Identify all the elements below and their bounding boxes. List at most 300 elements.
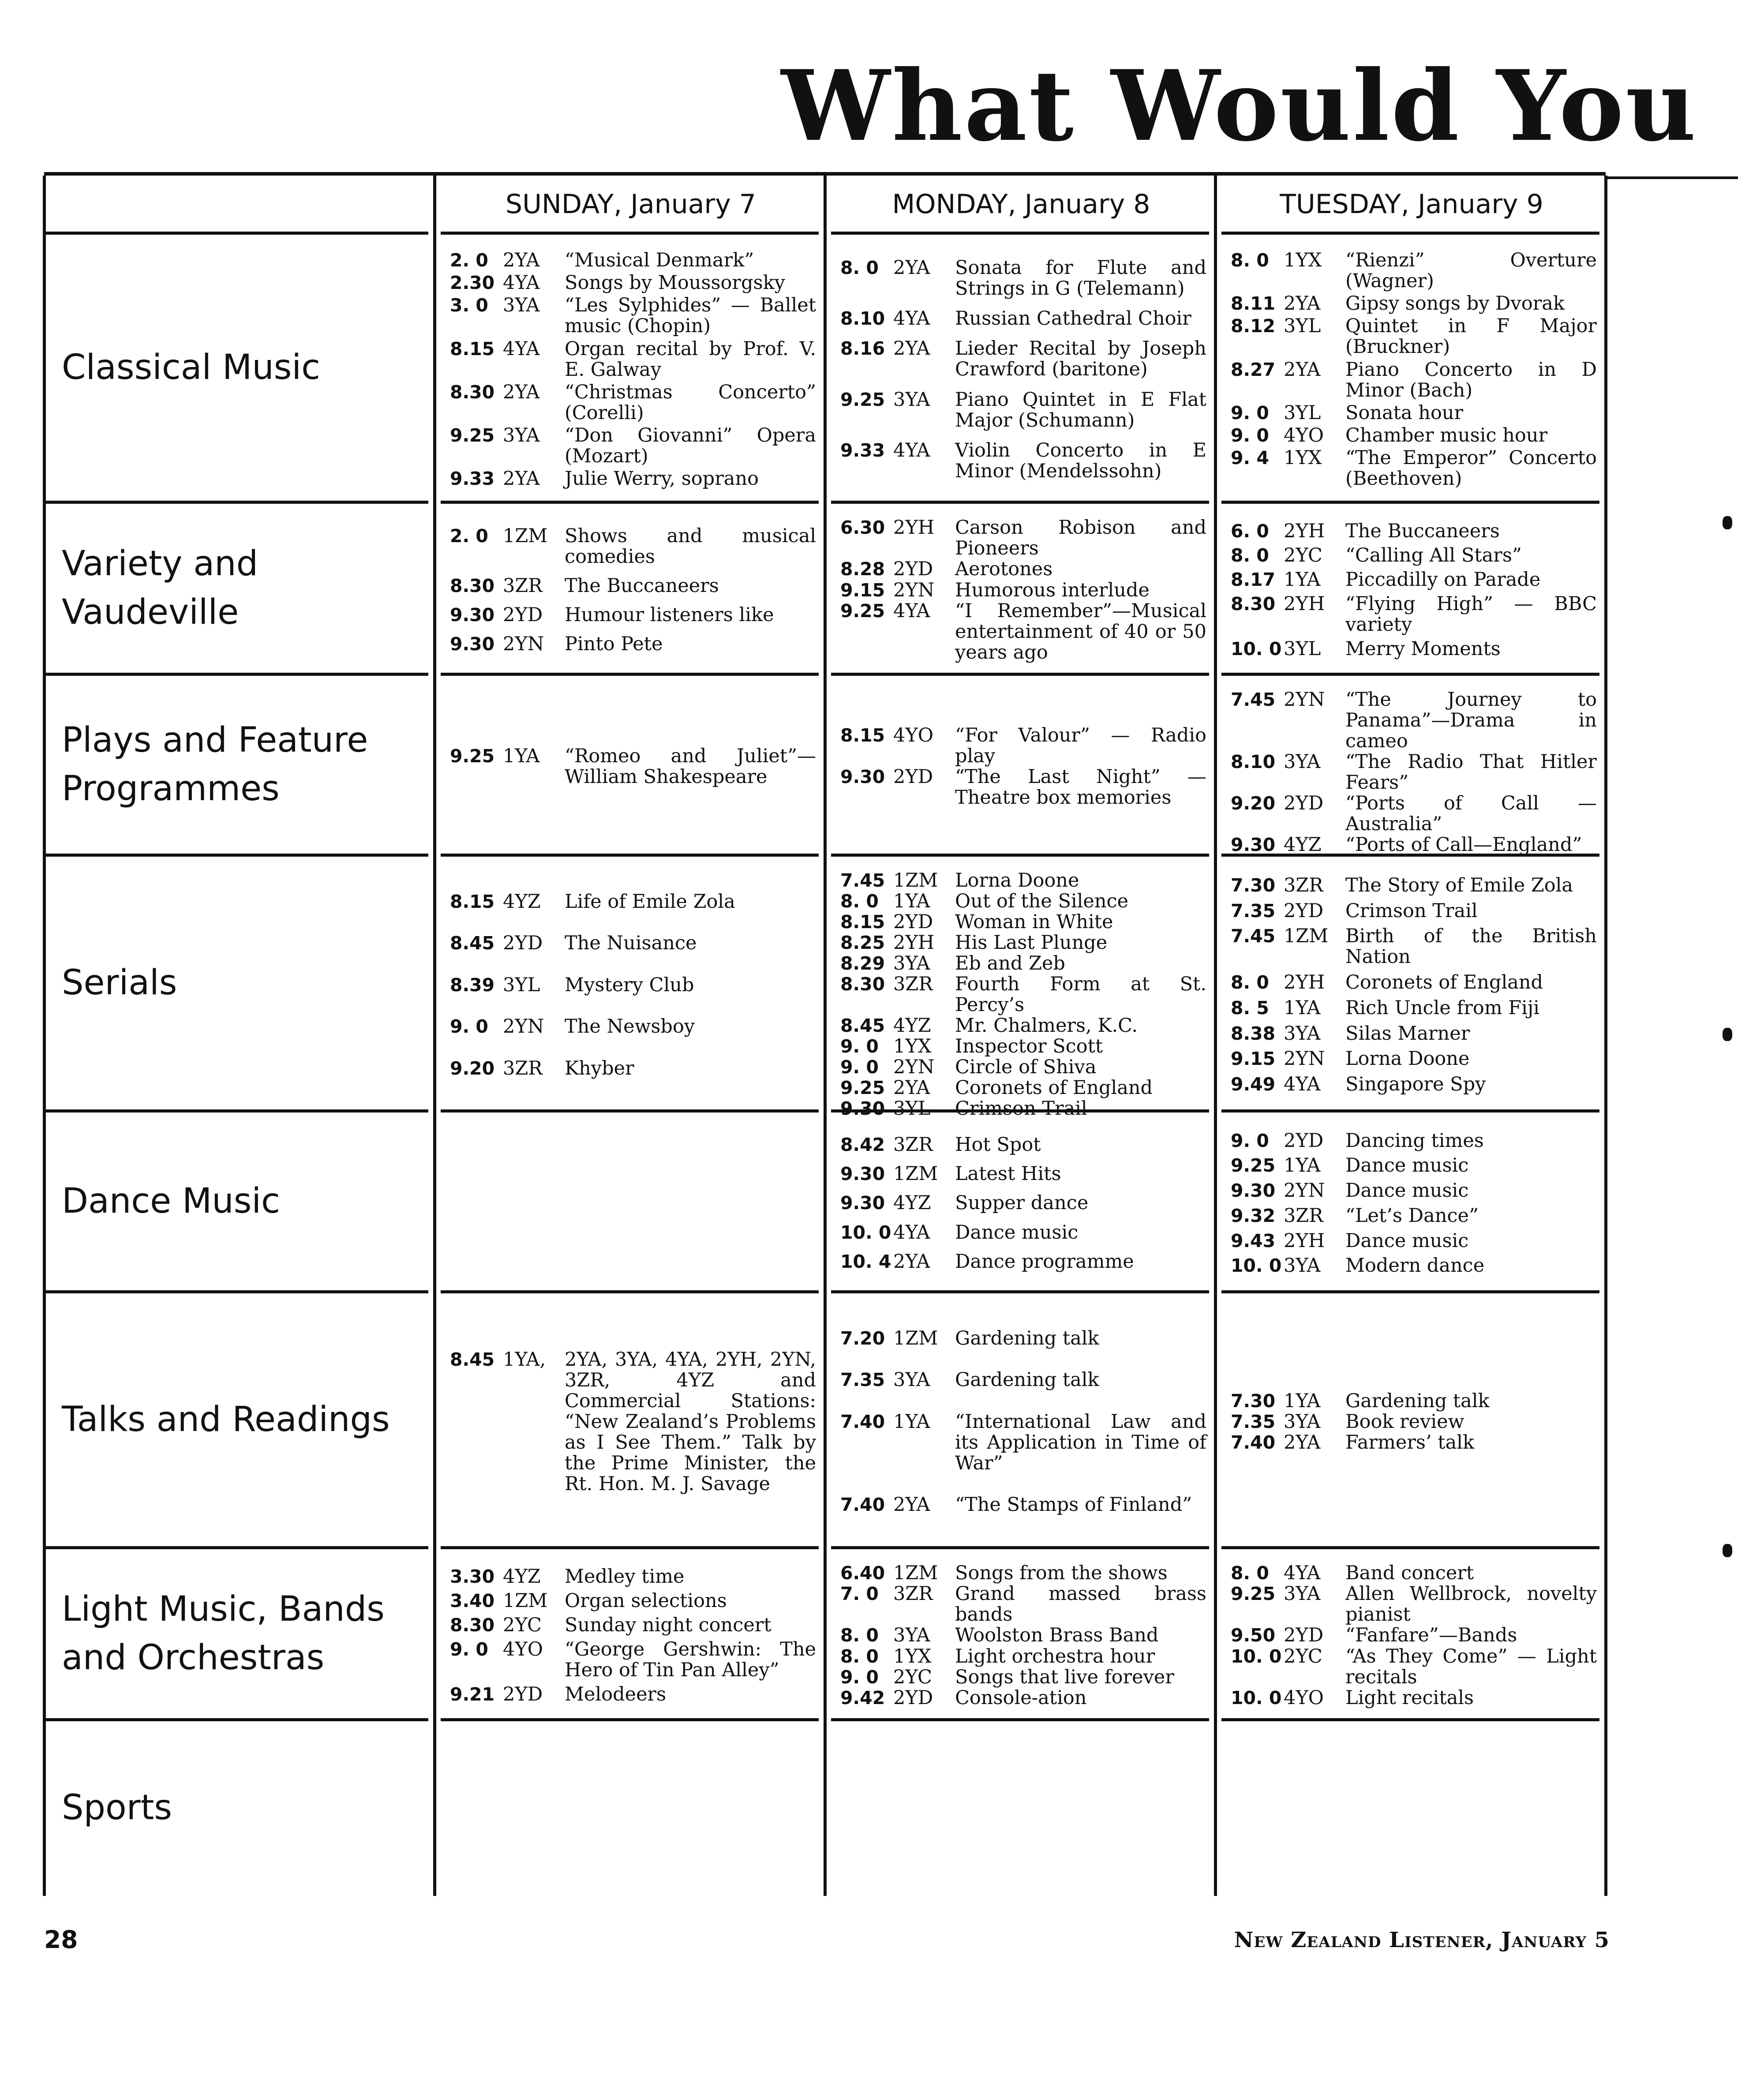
program-title: “Fanfare”—Bands: [1345, 1624, 1517, 1647]
program-entry: [840, 1688, 1206, 1708]
program-title: Songs from the shows: [955, 1562, 1168, 1585]
program-entry: [840, 1412, 1206, 1474]
program-entry: [1231, 1646, 1597, 1688]
program-entry: [840, 1563, 1206, 1584]
program-title: Humour listeners like: [565, 604, 774, 626]
schedule-cell: [450, 1735, 816, 1885]
program-time: 9.50: [1231, 1625, 1276, 1646]
program-entry: [1231, 972, 1597, 993]
program-time: 2. 0: [450, 525, 488, 547]
row-rule: [831, 1290, 1209, 1293]
station-call-sign: 2YH: [893, 517, 935, 539]
station-call-sign: 1YA,: [503, 1348, 546, 1371]
program-time: 9. 0: [1231, 424, 1269, 446]
program-title: “Christmas Concerto” (Corelli): [565, 381, 816, 424]
program-title: “Flying High” — BBC variety: [1345, 593, 1597, 636]
station-call-sign: 1ZM: [893, 1163, 938, 1185]
program-time: 9. 0: [840, 1036, 879, 1057]
row-rule: [1221, 673, 1599, 676]
program-title: Eb and Zeb: [955, 952, 1065, 974]
station-call-sign: 4YA: [893, 1221, 930, 1244]
station-call-sign: 2YD: [503, 932, 543, 954]
program-time: 9.20: [1231, 793, 1276, 814]
program-time: 3. 0: [450, 295, 488, 316]
program-time: 8. 0: [840, 257, 879, 279]
row-rule: [1221, 232, 1599, 235]
station-call-sign: 2YD: [893, 766, 933, 788]
station-call-sign: 2YN: [893, 1056, 935, 1078]
station-call-sign: 3YL: [503, 974, 540, 996]
program-time: 8. 0: [1231, 545, 1269, 566]
program-title: Gardening talk: [955, 1369, 1099, 1391]
program-time: 9. 0: [840, 1056, 879, 1078]
program-title: Melodeers: [565, 1683, 667, 1705]
program-entry: [1231, 1023, 1597, 1044]
category-label: Variety and Vaudeville: [62, 544, 258, 632]
program-entry: [840, 953, 1206, 974]
program-time: 7.35: [1231, 1411, 1276, 1432]
row-rule: [1221, 1718, 1599, 1721]
program-title: Life of Emile Zola: [565, 890, 735, 913]
program-time: 7.30: [1231, 874, 1276, 896]
program-title: Medley time: [565, 1566, 685, 1588]
program-entry: [1231, 1625, 1597, 1646]
program-title: Dance programme: [955, 1250, 1134, 1273]
program-time: 8. 0: [1231, 1562, 1269, 1584]
station-call-sign: 4YA: [893, 439, 930, 461]
station-call-sign: 2YH: [1284, 1229, 1325, 1252]
program-title: “The Emperor” Concerto (Beethoven): [1345, 446, 1597, 490]
program-title: Birth of the British Nation: [1345, 925, 1597, 968]
program-title: “Romeo and Juliet”— William Shakespeare: [565, 745, 816, 788]
program-time: 8. 0: [840, 1645, 879, 1667]
page-number: 28: [44, 1925, 78, 1954]
program-entry: [840, 1328, 1206, 1349]
station-call-sign: 1YA: [503, 745, 540, 767]
program-time: 7.30: [1231, 1390, 1276, 1412]
station-call-sign: 2YD: [893, 558, 933, 581]
publication-line: New Zealand Listener, January 5: [1234, 1928, 1610, 1952]
program-time: 8.30: [840, 974, 885, 995]
program-title: Crimson Trail: [1345, 899, 1478, 922]
station-call-sign: 2YA: [893, 257, 930, 279]
program-entry: [840, 912, 1206, 933]
row-rule: [441, 854, 819, 857]
program-entry: [840, 559, 1206, 580]
schedule-cell: [840, 689, 1206, 844]
row-rule: [1221, 1546, 1599, 1549]
station-call-sign: 4YZ: [893, 1192, 931, 1214]
category-label: Classical Music: [62, 348, 320, 387]
station-call-sign: 3YL: [893, 1098, 931, 1120]
program-title: Allen Wellbrock, novelty pianist: [1345, 1583, 1597, 1626]
day-header-sunday: SUNDAY, January 7: [506, 189, 756, 220]
program-time: 9.25: [1231, 1583, 1276, 1605]
program-title: “International Law and its Application in Time of War”: [955, 1410, 1206, 1474]
station-call-sign: 4YO: [893, 724, 933, 746]
program-entry: [840, 1193, 1206, 1214]
program-time: 8.25: [840, 932, 885, 953]
station-call-sign: 2YA: [503, 467, 540, 490]
station-call-sign: 2YA: [893, 337, 930, 360]
program-title: Fourth Form at St. Percy’s: [955, 973, 1206, 1016]
station-call-sign: 3ZR: [503, 575, 543, 597]
program-title: Dance music: [1345, 1180, 1469, 1202]
station-call-sign: 1ZM: [1284, 925, 1329, 948]
program-entry: [450, 468, 816, 489]
program-entry: [1231, 998, 1597, 1019]
program-entry: [450, 1016, 816, 1037]
station-call-sign: 1ZM: [893, 1327, 938, 1349]
row-rule: [441, 232, 819, 235]
program-title: “George Gershwin: The Hero of Tin Pan Alley”: [565, 1638, 816, 1681]
program-title: Mr. Chalmers, K.C.: [955, 1015, 1138, 1037]
program-entry: [1231, 448, 1597, 489]
program-time: 9.42: [840, 1687, 885, 1708]
program-title: “Musical Denmark”: [565, 249, 754, 272]
page-headline: What Would You: [781, 49, 1698, 163]
program-time: 9.25: [840, 600, 885, 622]
program-title: Humorous interlude: [955, 579, 1150, 601]
station-call-sign: 2YA: [503, 381, 540, 403]
station-call-sign: 2YN: [503, 1015, 544, 1038]
program-time: 8.38: [1231, 1023, 1276, 1044]
row-rule: [1221, 1109, 1599, 1113]
program-title: “The Last Night” — Theatre box memories: [955, 766, 1206, 809]
program-time: 8.10: [1231, 751, 1276, 772]
program-entry: [1231, 1432, 1597, 1453]
program-title: Circle of Shiva: [955, 1056, 1097, 1078]
row-rule: [831, 1546, 1209, 1549]
station-call-sign: 2YH: [1284, 593, 1325, 615]
column-rule: [43, 176, 46, 1896]
station-call-sign: 2YC: [893, 1666, 932, 1688]
program-time: 9. 0: [840, 1666, 879, 1688]
row-rule: [831, 501, 1209, 504]
program-time: 9. 0: [450, 1016, 488, 1037]
row-rule: [441, 1109, 819, 1113]
program-title: The Buccaneers: [1345, 520, 1500, 542]
program-time: 9.30: [840, 1192, 885, 1214]
program-entry: [840, 1098, 1206, 1119]
station-call-sign: 1YX: [893, 1645, 932, 1667]
row-rule: [831, 232, 1209, 235]
program-entry: [840, 308, 1206, 329]
program-title: Julie Werry, soprano: [565, 467, 759, 490]
row-rule: [831, 854, 1209, 857]
program-time: 3.30: [450, 1566, 495, 1587]
program-time: 8.10: [840, 308, 885, 330]
day-header-monday: MONDAY, January 8: [892, 189, 1150, 220]
station-call-sign: 4YA: [503, 337, 540, 360]
station-call-sign: 4YO: [503, 1638, 543, 1660]
program-entry: [1231, 316, 1597, 357]
program-entry: [840, 974, 1206, 1015]
station-call-sign: 1ZM: [893, 1562, 938, 1585]
program-entry: [450, 250, 816, 271]
station-call-sign: 4YA: [1284, 1562, 1321, 1585]
station-call-sign: 2YC: [503, 1614, 542, 1636]
column-rule: [1214, 176, 1217, 1896]
program-time: 8.30: [450, 1615, 495, 1636]
station-call-sign: 3YA: [1284, 1022, 1321, 1045]
program-time: 10. 0: [840, 1221, 891, 1243]
program-entry: [840, 1057, 1206, 1078]
station-call-sign: 3ZR: [1284, 874, 1323, 896]
station-call-sign: 2YH: [893, 932, 935, 954]
program-entry: [1231, 875, 1597, 896]
program-time: 9.30: [840, 1098, 885, 1119]
program-entry: [840, 601, 1206, 663]
program-time: 8.15: [450, 891, 495, 912]
program-title: “For Valour” — Radio play: [955, 724, 1206, 767]
program-time: 10. 0: [1231, 1687, 1282, 1708]
program-title: Mystery Club: [565, 974, 694, 996]
program-title: The Newsboy: [565, 1015, 695, 1038]
program-title: “Calling All Stars”: [1345, 544, 1522, 566]
station-call-sign: 4YA: [893, 599, 930, 622]
station-call-sign: 2YD: [503, 604, 543, 626]
program-title: Light recitals: [1345, 1686, 1474, 1709]
program-title: Rich Uncle from Fiji: [1345, 996, 1539, 1019]
program-time: 7.45: [1231, 925, 1276, 947]
program-entry: [840, 933, 1206, 953]
program-entry: [1231, 1155, 1597, 1176]
program-time: 9. 4: [1231, 447, 1269, 468]
program-title: Coronets of England: [1345, 971, 1543, 994]
program-entry: [1231, 1412, 1597, 1432]
program-entry: [1231, 1391, 1597, 1412]
column-rule: [1604, 176, 1607, 1896]
station-call-sign: 1ZM: [503, 525, 548, 547]
schedule-cell: [840, 1126, 1206, 1281]
station-call-sign: 3YA: [1284, 1410, 1321, 1433]
program-title: “Ports of Call — Australia”: [1345, 792, 1597, 835]
program-title: Merry Moments: [1345, 638, 1501, 660]
program-title: 2YA, 3YA, 4YA, 2YH, 2YN, 3ZR, 4YZ and Commercial Stations: “New Zealand’s Problems as I See Them.” Talk by the Prime Minister, the Rt. Hon. M. J. Savage: [565, 1348, 816, 1495]
program-entry: [1231, 545, 1597, 566]
program-time: 2.30: [450, 272, 495, 294]
program-time: 2. 0: [450, 250, 488, 271]
station-call-sign: 3YA: [1284, 1583, 1321, 1605]
station-call-sign: 4YZ: [503, 890, 541, 913]
program-time: 8.30: [450, 575, 495, 596]
program-time: 9.30: [840, 766, 885, 787]
program-time: 8.45: [450, 933, 495, 954]
program-title: Woolston Brass Band: [955, 1624, 1159, 1647]
program-title: Modern dance: [1345, 1255, 1485, 1277]
program-time: 8. 0: [840, 891, 879, 912]
program-time: 9. 0: [450, 1639, 488, 1660]
station-call-sign: 2YN: [1284, 1048, 1325, 1070]
station-call-sign: 3ZR: [893, 1583, 933, 1605]
program-entry: [1231, 1255, 1597, 1276]
station-call-sign: 4YZ: [893, 1015, 931, 1037]
program-entry: [840, 1584, 1206, 1625]
station-call-sign: 3ZR: [893, 1134, 933, 1156]
station-call-sign: 2YA: [1284, 358, 1321, 381]
program-title: Violin Concerto in E Minor (Mendelssohn): [955, 439, 1206, 482]
program-title: Book review: [1345, 1410, 1464, 1433]
station-call-sign: 3YA: [503, 294, 540, 317]
station-call-sign: 2YD: [1284, 792, 1324, 814]
program-time: 9.30: [450, 604, 495, 626]
program-entry: [840, 1667, 1206, 1688]
station-call-sign: 3YL: [1284, 638, 1321, 660]
program-entry: [840, 870, 1206, 891]
schedule-cell: [1231, 1307, 1597, 1536]
schedule-cell: [1231, 517, 1597, 663]
program-time: 6.40: [840, 1562, 885, 1584]
station-call-sign: 4YA: [1284, 1073, 1321, 1096]
program-time: 8.17: [1231, 569, 1276, 590]
schedule-cell: [450, 1563, 816, 1708]
schedule-cell: [1231, 1563, 1597, 1708]
program-title: Dance music: [1345, 1229, 1469, 1252]
category-label: Talks and Readings: [62, 1400, 390, 1439]
schedule-cell: [450, 1126, 816, 1281]
row-rule: [441, 1718, 819, 1721]
program-entry: [450, 892, 816, 912]
station-call-sign: 3YA: [503, 424, 540, 446]
station-call-sign: 3YA: [893, 1624, 930, 1647]
program-time: 9.25: [450, 424, 495, 446]
program-title: Khyber: [565, 1057, 634, 1079]
program-time: 10. 0: [1231, 638, 1282, 659]
program-time: 3.40: [450, 1590, 495, 1611]
program-entry: [450, 933, 816, 954]
program-time: 8.29: [840, 953, 885, 974]
program-entry: [1231, 1180, 1597, 1201]
program-entry: [1231, 250, 1597, 292]
station-call-sign: 3YA: [1284, 1255, 1321, 1277]
program-time: 7.45: [840, 870, 885, 891]
program-time: 9. 0: [1231, 402, 1269, 423]
station-call-sign: 2YD: [893, 911, 933, 933]
program-title: Woman in White: [955, 911, 1113, 933]
program-entry: [1231, 293, 1597, 314]
row-rule: [441, 1546, 819, 1549]
program-time: 8. 0: [1231, 250, 1269, 271]
schedule-cell: [450, 1307, 816, 1536]
program-title: Piano Concerto in D Minor (Bach): [1345, 358, 1597, 401]
station-call-sign: 2YD: [1284, 1129, 1324, 1152]
program-title: “Don Giovanni” Opera (Mozart): [565, 424, 816, 467]
program-time: 9.21: [450, 1684, 495, 1705]
program-time: 9.25: [840, 389, 885, 410]
program-title: Coronets of England: [955, 1077, 1153, 1099]
program-entry: [840, 440, 1206, 482]
program-title: Russian Cathedral Choir: [955, 307, 1191, 330]
program-time: 6.30: [840, 517, 885, 539]
program-title: Chamber music hour: [1345, 424, 1548, 446]
program-time: 8.30: [1231, 593, 1276, 614]
program-title: Hot Spot: [955, 1134, 1041, 1156]
program-time: 9.30: [840, 1163, 885, 1185]
program-time: 10. 4: [840, 1251, 891, 1272]
category-label: Plays and Feature Programmes: [62, 720, 368, 809]
schedule-cell: [1231, 870, 1597, 1100]
program-time: 8.15: [840, 911, 885, 933]
program-title: “The Journey to Panama”—Drama in cameo: [1345, 689, 1597, 752]
program-entry: [1231, 793, 1597, 835]
program-time: 7.40: [840, 1494, 885, 1516]
program-entry: [840, 1625, 1206, 1646]
category-label: Sports: [62, 1788, 172, 1828]
schedule-cell: [450, 248, 816, 491]
row-rule: [441, 1290, 819, 1293]
program-entry: [450, 273, 816, 293]
program-entry: [450, 339, 816, 380]
program-entry: [450, 1639, 816, 1681]
program-title: Quintet in F Major (Bruckner): [1345, 315, 1597, 358]
station-call-sign: 2YN: [893, 579, 935, 601]
station-call-sign: 2YA: [1284, 1431, 1321, 1453]
program-entry: [840, 1078, 1206, 1098]
program-entry: [1231, 425, 1597, 446]
program-time: 7. 0: [840, 1583, 879, 1605]
program-entry: [450, 295, 816, 337]
program-time: 8.45: [840, 1015, 885, 1036]
schedule-cell: [840, 248, 1206, 491]
station-call-sign: 2YD: [1284, 1624, 1324, 1647]
program-entry: [840, 725, 1206, 767]
program-entry: [840, 1135, 1206, 1155]
program-title: “Let’s Dance”: [1345, 1204, 1479, 1227]
row-rule: [441, 501, 819, 504]
program-title: Gipsy songs by Dvorak: [1345, 292, 1565, 315]
program-title: The Nuisance: [565, 932, 697, 954]
program-entry: [1231, 1049, 1597, 1069]
program-entry: [1231, 926, 1597, 967]
station-call-sign: 3ZR: [1284, 1204, 1323, 1227]
program-time: 7.35: [1231, 900, 1276, 922]
program-title: Dance music: [955, 1221, 1079, 1244]
program-title: “Rienzi” Overture (Wagner): [1345, 249, 1597, 292]
program-time: 9. 0: [1231, 1130, 1269, 1151]
program-entry: [1231, 1584, 1597, 1625]
program-entry: [840, 390, 1206, 431]
station-call-sign: 4YA: [893, 307, 930, 330]
day-header-tuesday: TUESDAY, January 9: [1280, 189, 1543, 220]
station-call-sign: 1YA: [1284, 1154, 1321, 1177]
program-entry: [840, 580, 1206, 601]
program-time: 7.20: [840, 1327, 885, 1349]
program-time: 9.30: [1231, 834, 1276, 855]
program-time: 9.33: [840, 439, 885, 461]
row-rule: [441, 673, 819, 676]
program-title: Dancing times: [1345, 1129, 1484, 1152]
program-entry: [840, 1646, 1206, 1667]
program-title: Light orchestra hour: [955, 1645, 1155, 1667]
program-time: 8. 0: [1231, 972, 1269, 993]
station-call-sign: 1ZM: [503, 1590, 548, 1612]
program-entry: [840, 338, 1206, 380]
program-entry: [840, 1222, 1206, 1243]
program-time: 8.12: [1231, 315, 1276, 337]
program-time: 9.15: [840, 579, 885, 601]
program-title: Supper dance: [955, 1192, 1089, 1214]
program-time: 8.39: [450, 974, 495, 996]
program-title: The Story of Emile Zola: [1345, 874, 1573, 896]
program-title: Band concert: [1345, 1562, 1474, 1585]
station-call-sign: 3ZR: [503, 1057, 543, 1079]
column-rule: [433, 176, 436, 1896]
program-time: 9.33: [450, 468, 495, 489]
program-entry: [450, 975, 816, 996]
program-title: Lorna Doone: [1345, 1048, 1470, 1070]
program-time: 8.27: [1231, 359, 1276, 380]
